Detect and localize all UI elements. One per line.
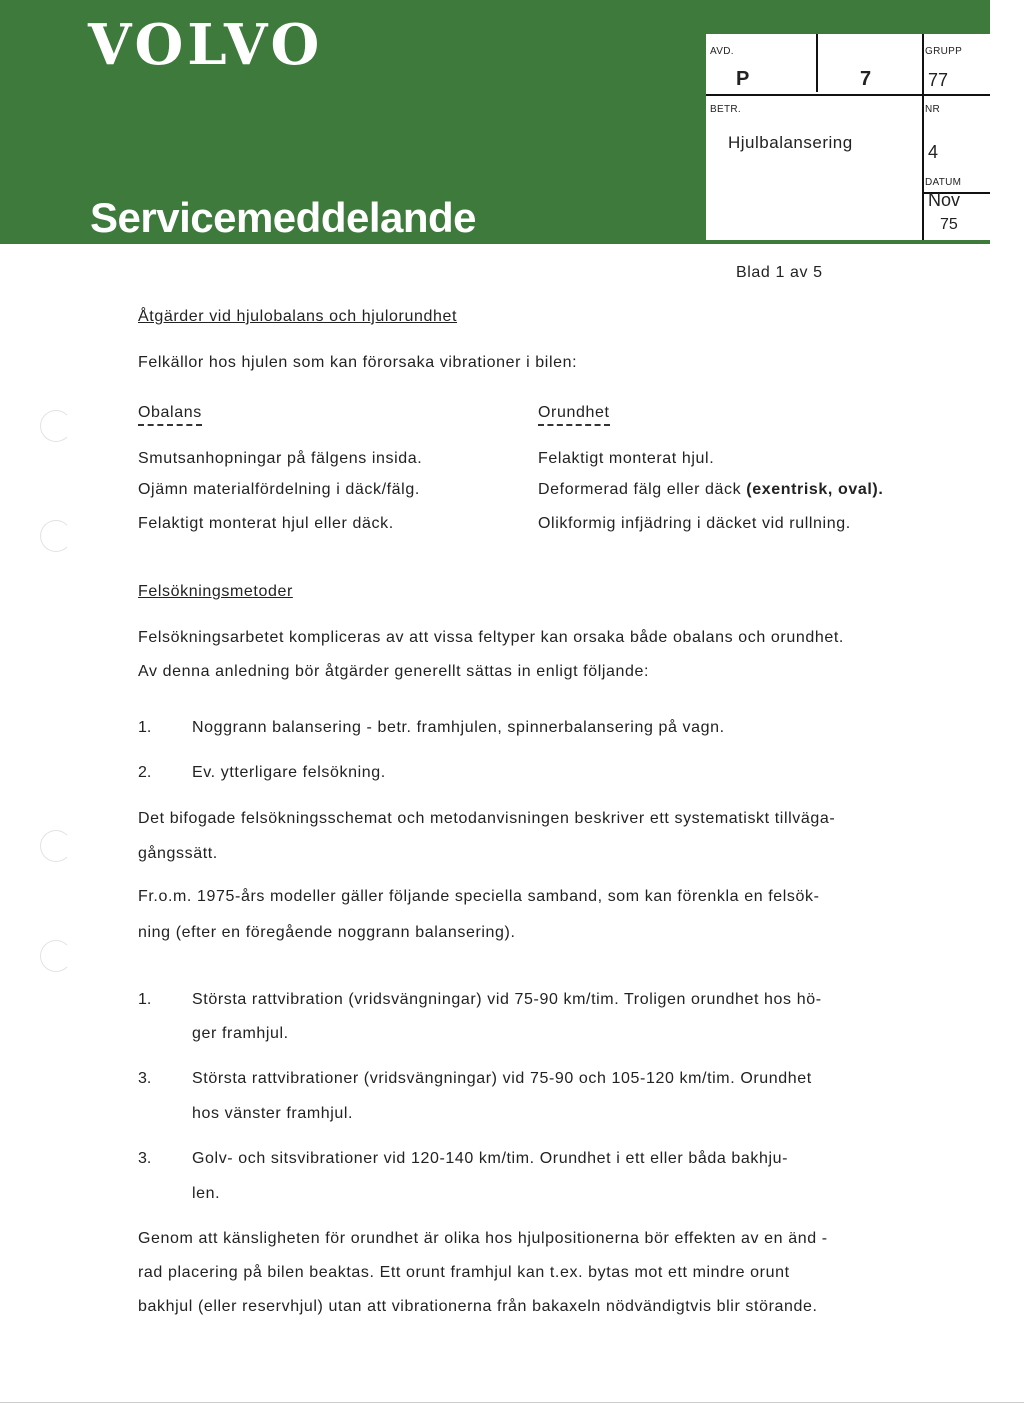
relation-text: len. (192, 1185, 221, 1202)
obalans-item: Felaktigt monterat hjul eller däck. (138, 515, 394, 532)
volvo-logo: VOLVO (88, 12, 324, 78)
section-heading: Åtgärder vid hjulobalans och hjulorundhet (138, 308, 458, 325)
punch-hole (40, 940, 72, 972)
avd-label: AVD. (710, 46, 734, 57)
closing-line: Genom att känsligheten för orundhet är olika hos hjulpositionerna bör effekten av en änd - (138, 1230, 828, 1247)
closing-line: bakhjul (eller reservhjul) utan att vibrationerna från bakaxeln nödvändigtvis blir störande. (138, 1298, 818, 1315)
relation-text: Golv- och sitsvibrationer vid 120-140 km/tim. Orundhet i ett eller båda bakhju- (192, 1150, 789, 1167)
step-text: Ev. ytterligare felsökning. (192, 764, 386, 781)
betr-value: Hjulbalansering (728, 133, 853, 152)
methods-line: Av denna anledning bör åtgärder generellt sättas in enligt följande: (138, 663, 650, 680)
nr-value: 4 (928, 142, 939, 162)
orundhet-item-emphasis: (exentrisk, oval). (746, 481, 884, 498)
datum-year: 75 (940, 216, 958, 233)
datum-month: Nov (928, 190, 961, 210)
relation-number: 3. (138, 1070, 152, 1087)
grid-line (922, 34, 924, 240)
grupp-value: 77 (928, 70, 949, 90)
relation-text: Största rattvibrationer (vridsvängningar) vid 75-90 och 105-120 km/tim. Orundhet (192, 1070, 812, 1087)
methods-paragraph: Det bifogade felsökningsschemat och metodanvisningen beskriver ett systematiskt tillväga- (138, 810, 836, 827)
orundhet-item (538, 481, 883, 499)
nr-label: NR (925, 104, 941, 115)
grid-line (706, 94, 990, 96)
methods-paragraph: ning (efter en föregående noggrann balansering). (138, 924, 516, 941)
methods-title: Felsökningsmetoder (138, 583, 293, 600)
punch-hole (40, 520, 72, 552)
avd-value: P (736, 68, 750, 90)
grid-line (816, 34, 818, 92)
page-indicator: Blad 1 av 5 (736, 264, 823, 281)
step-number: 1. (138, 719, 152, 736)
page-bottom-edge (0, 1402, 1024, 1403)
orundhet-item-text: Deformerad fälg eller däck (538, 481, 747, 498)
obalans-title: Obalans (138, 404, 202, 426)
orundhet-title: Orundhet (538, 404, 610, 426)
methods-paragraph: Fr.o.m. 1975-års modeller gäller följande speciella samband, som kan förenkla en felsök- (138, 888, 820, 905)
relation-number: 3. (138, 1150, 152, 1167)
relation-text: hos vänster framhjul. (192, 1105, 354, 1122)
punch-hole (40, 410, 72, 442)
step-number: 2. (138, 764, 152, 781)
document-info-box (706, 34, 990, 240)
grupp-label: GRUPP (925, 46, 963, 57)
orundhet-item: Olikformig infjädring i däcket vid rullning. (538, 515, 851, 532)
methods-paragraph: gångssätt. (138, 845, 218, 862)
header-band (0, 0, 990, 244)
methods-line: Felsökningsarbetet kompliceras av att vissa feltyper kan orsaka både obalans och orundhet. (138, 629, 844, 646)
datum-label: DATUM (925, 177, 962, 188)
document-type-title: Servicemeddelande (90, 194, 477, 241)
relation-text: Största rattvibration (vridsvängningar) vid 75-90 km/tim. Troligen orundhet hos hö- (192, 991, 822, 1008)
obalans-item: Smutsanhopningar på fälgens insida. (138, 450, 423, 467)
step-text: Noggrann balansering - betr. framhjulen, spinnerbalansering på vagn. (192, 719, 725, 736)
obalans-item: Ojämn materialfördelning i däck/fälg. (138, 481, 420, 498)
orundhet-item: Felaktigt monterat hjul. (538, 450, 715, 467)
betr-label: BETR. (710, 104, 741, 115)
relation-text: ger framhjul. (192, 1025, 289, 1042)
intro-text: Felkällor hos hjulen som kan förorsaka vibrationer i bilen: (138, 354, 578, 371)
closing-line: rad placering på bilen beaktas. Ett orunt framhjul kan t.ex. bytas mot ett mindre orunt (138, 1264, 790, 1281)
relation-number: 1. (138, 991, 152, 1008)
avd-number: 7 (860, 68, 872, 90)
punch-hole (40, 830, 72, 862)
